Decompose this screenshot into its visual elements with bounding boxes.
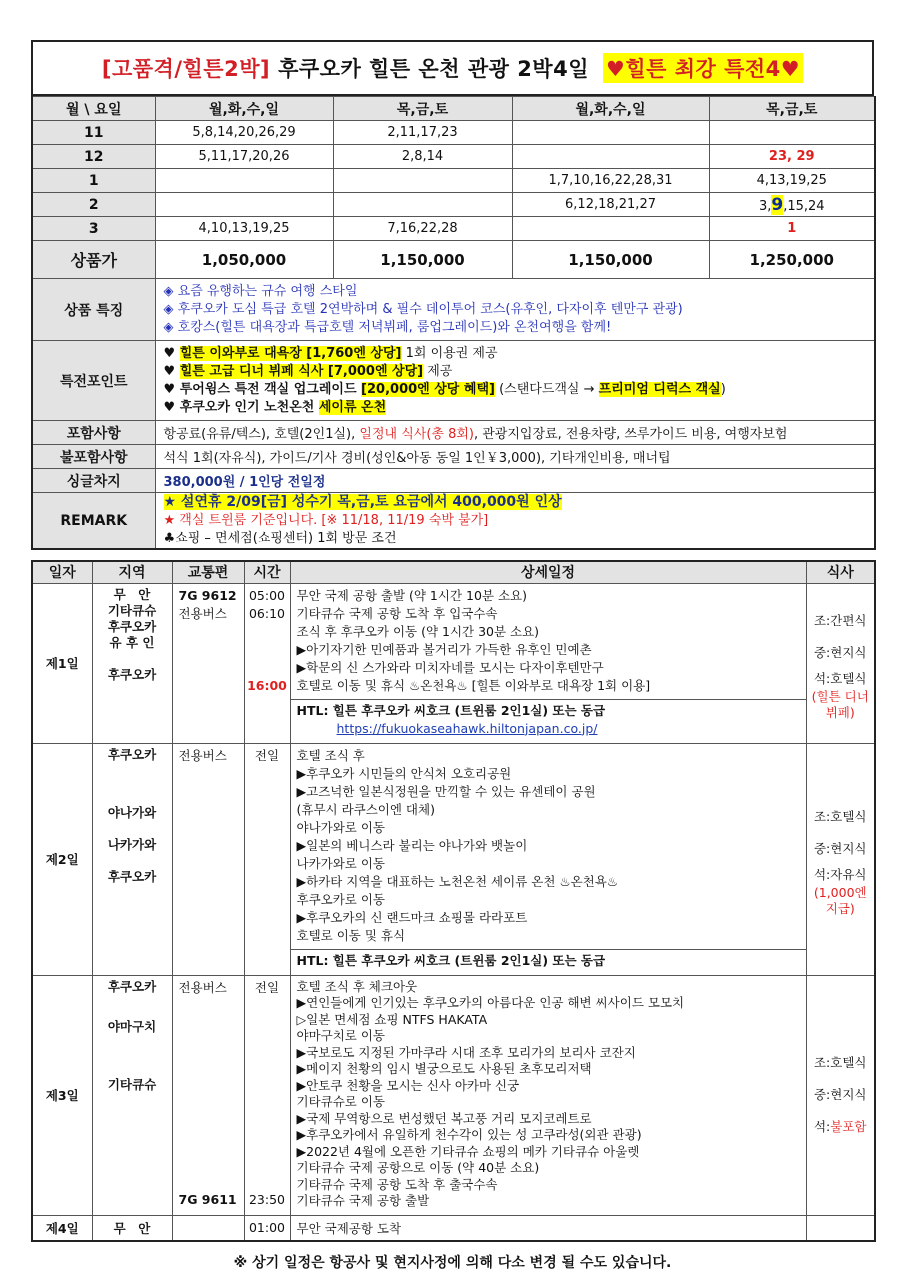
included-row	[32, 421, 875, 445]
month-cell: 12	[32, 145, 155, 169]
date-cell: 5,11,17,20,26	[155, 145, 333, 169]
day-label: 제2일	[32, 743, 92, 975]
calendar-row	[32, 145, 875, 169]
special-text: 제공	[423, 363, 453, 379]
footer-note: ※ 상기 일정은 항공사 및 현지사정에 의해 다소 변경 될 수도 있습니다.	[233, 1255, 672, 1271]
schedule-cell	[290, 743, 806, 975]
calendar-header-row	[32, 97, 875, 121]
schedule-line: 기타큐슈 국제 공항으로 이동 (약 40분 소요)	[296, 1160, 540, 1175]
schedule-line: ▷일본 면세점 쇼핑 NTFS HAKATA	[296, 1011, 488, 1027]
schedule-line: ▶고즈넉한 일본식정원을 만끽할 수 있는 유센테이 공원	[296, 783, 596, 799]
schedule-line: 야마구치로 이동	[296, 1028, 385, 1043]
month-cell: 1	[32, 169, 155, 193]
schedule-line: 기타큐슈로 이동	[296, 1094, 385, 1109]
special-highlight: 세이류 온천	[318, 399, 387, 415]
schedule-line: 후쿠오카로 이동	[296, 891, 385, 907]
region-cell	[92, 743, 172, 975]
single-cell: 380,000원 / 1인당 전일정	[155, 469, 875, 493]
region: 무 안	[113, 586, 151, 602]
day-row	[32, 1215, 875, 1241]
date-cell: 1	[709, 217, 875, 241]
transport-cell	[172, 1215, 244, 1241]
special-item	[164, 363, 875, 381]
meal: 석:호텔식	[813, 671, 867, 686]
meal: 중:현지식	[813, 841, 867, 856]
header-cell: 일자	[32, 561, 92, 583]
calendar-row	[32, 217, 875, 241]
date-cell	[155, 169, 333, 193]
special-highlight: 프리미엄 디럭스 객실	[598, 381, 721, 397]
feature-item: ◈ 호캉스(힐튼 대욕장과 특급호텔 저녁뷔페, 룸업그레이드)와 온천여행을 함께!	[163, 319, 612, 335]
price-cell: 1,150,000	[512, 241, 709, 279]
meal: 조:호텔식	[813, 1055, 867, 1070]
header-cell: 지역	[92, 561, 172, 583]
spacer	[99, 651, 166, 667]
region: 후쿠오카	[107, 978, 157, 994]
title-prefix: [고품격/힐튼2박]	[101, 57, 271, 81]
included-text: 항공료(유류/텍스), 호텔(2인1실),	[163, 427, 360, 442]
spacer	[99, 1035, 166, 1077]
date-text: ,15,24	[783, 198, 825, 214]
header-cell: 상세일정	[290, 561, 806, 583]
header-cell: 월,화,수,일	[155, 97, 333, 121]
schedule-line: 기타큐슈 국제 공항 도착 후 출국수속	[296, 1176, 498, 1192]
date-cell: 7,16,22,28	[333, 217, 512, 241]
special-text: 1회 이용권 제공	[401, 345, 498, 361]
heart-icon: ♥	[163, 363, 180, 379]
meal-cell	[806, 975, 875, 1215]
date-text: 3,	[758, 198, 772, 214]
time-cell	[244, 975, 290, 1215]
title-badge: ♥힐튼 최강 특전4♥	[603, 53, 803, 83]
special-highlight: 힐튼 이와부로 대욕장 [1,760엔 상당]	[179, 345, 402, 361]
special-highlight: [20,000엔 상당 혜택]	[361, 381, 495, 397]
date-cell	[155, 193, 333, 217]
time-cell	[244, 583, 290, 743]
schedule-line: ▶연인들에게 인기있는 후쿠오카의 아름다운 인공 해변 씨사이드 모모치	[296, 995, 685, 1010]
schedule-cell: 무안 국제공항 도착	[290, 1215, 806, 1241]
special-text: 후쿠오카 인기 노천온천	[179, 399, 319, 415]
time: 전일	[254, 747, 280, 763]
remark-item: ♣쇼핑 – 면세점(쇼핑센터) 1회 방문 조건	[163, 531, 397, 546]
special-text: (스탠다드객실 →	[494, 381, 599, 397]
remark-label: REMARK	[32, 493, 155, 550]
special-text: 투어윙스 특전 객실 업그레이드	[179, 381, 362, 397]
day-row	[32, 583, 875, 743]
remark-highlight: ★ 설연휴 2/09[금] 성수기 목,금,토 요금에서 400,000원 인상	[163, 494, 562, 510]
day-label: 제1일	[32, 583, 92, 743]
hotel-info	[291, 699, 806, 740]
header-cell: 식사	[806, 561, 875, 583]
region: 후쿠오카	[107, 666, 157, 682]
date-cell: 4,10,13,19,25	[155, 217, 333, 241]
date-cell	[512, 121, 709, 145]
calendar-row	[32, 121, 875, 145]
region: 후쿠오카	[107, 868, 157, 884]
schedule-line: 나카가와로 이동	[296, 855, 385, 871]
special-row	[32, 341, 875, 421]
calendar-row	[32, 193, 875, 217]
hotel-info	[291, 949, 806, 972]
region-cell	[92, 583, 172, 743]
page-title	[31, 40, 874, 96]
features-label: 상품 특징	[32, 279, 155, 341]
schedule-line: ▶후쿠오카의 신 랜드마크 쇼핑몰 라라포트	[296, 909, 528, 925]
date-cell: 2,11,17,23	[333, 121, 512, 145]
remark-row	[32, 493, 875, 550]
month-cell: 11	[32, 121, 155, 145]
transport: 전용버스	[178, 605, 227, 621]
date-cell: 2,8,14	[333, 145, 512, 169]
time: 05:00	[248, 587, 286, 603]
features-row	[32, 279, 875, 341]
meal-cell	[806, 743, 875, 975]
transport: 전용버스	[178, 747, 227, 763]
header-cell: 목,금,토	[333, 97, 512, 121]
header-cell: 시간	[244, 561, 290, 583]
schedule-line: ▶2022년 4월에 오픈한 기타큐슈 쇼핑의 메카 기타큐슈 아울렛	[296, 1143, 640, 1159]
excluded-row	[32, 445, 875, 469]
title-main: 후쿠오카 힐튼 온천 관광 2박4일	[278, 57, 589, 81]
included-cell	[155, 421, 875, 445]
schedule-line: 무안 국제 공항 출발 (약 1시간 10분 소요)	[296, 587, 527, 603]
special-highlight: 힐튼 고급 디너 뷔페 식사 [7,000엔 상당]	[179, 363, 424, 379]
meal: 중:현지식	[813, 645, 867, 660]
schedule-line: ▶일본의 베니스라 불리는 야나가와 뱃놀이	[296, 837, 528, 853]
schedule-line: ▶후쿠오카에서 유일하게 천수각이 있는 성 고쿠라성(외관 관광)	[296, 1127, 642, 1142]
date-cell	[512, 145, 709, 169]
day-row	[32, 975, 875, 1215]
meal	[807, 1111, 875, 1143]
spacer	[99, 995, 166, 1019]
region: 기타큐슈	[107, 1076, 157, 1092]
time-cell: 01:00	[244, 1215, 290, 1241]
heart-icon: ♥	[163, 345, 180, 361]
day-label: 제4일	[32, 1215, 92, 1241]
itinerary-table	[31, 560, 876, 1242]
schedule-line: ▶국보로도 지정된 가마쿠라 시대 조후 모리가의 보리사 코잔지	[296, 1044, 636, 1060]
time: 16:00	[247, 677, 287, 693]
features-cell	[155, 279, 875, 341]
special-cell	[155, 341, 875, 421]
hotel-link[interactable]: https://fukuokaseahawk.hiltonjapan.co.jp/	[336, 720, 598, 736]
date-cell: 23, 29	[709, 145, 875, 169]
region: 나카가와	[107, 836, 157, 852]
special-text: )	[720, 381, 726, 397]
date-cell	[333, 169, 512, 193]
schedule-line: 조식 후 후쿠오카 이동 (약 1시간 30분 소요)	[296, 623, 540, 639]
meal-cell	[806, 583, 875, 743]
remark-item: ★ 객실 트윈룸 기준입니다. [※ 11/18, 11/19 숙박 불가]	[163, 513, 489, 528]
date-cell	[709, 121, 875, 145]
time-cell	[244, 743, 290, 975]
header-cell: 월,화,수,일	[512, 97, 709, 121]
brochure	[31, 40, 874, 1272]
schedule-line: ▶후쿠오카 시민들의 안식처 오호리공원	[296, 765, 512, 781]
schedule-line: ▶안토쿠 천황을 모시는 신사 아카마 신궁	[296, 1077, 520, 1093]
price-cell: 1,050,000	[155, 241, 333, 279]
header-cell: 월 \ 요일	[32, 97, 155, 121]
meal-note: 불포함	[830, 1119, 867, 1134]
region-cell: 무 안	[92, 1215, 172, 1241]
region: 기타큐슈	[107, 602, 157, 618]
schedule-line: 호텔로 이동 및 휴식 ♨온천욕♨ [힐튼 이와부로 대욕장 1회 이용]	[296, 677, 651, 693]
header-cell: 교통편	[172, 561, 244, 583]
schedule-line: 호텔 조식 후 체크아웃	[296, 978, 418, 994]
time: 전일	[254, 979, 280, 995]
transport: 전용버스	[178, 979, 227, 995]
schedule-line: (휴무시 라쿠스이엔 대체)	[296, 801, 435, 817]
single-row	[32, 469, 875, 493]
month-cell: 2	[32, 193, 155, 217]
schedule-line: ▶학문의 신 스가와라 미치자네를 모시는 다자이후텐만구	[296, 659, 604, 675]
special-item	[164, 399, 875, 417]
schedule-line: 야나가와로 이동	[296, 819, 385, 835]
price-cell: 1,150,000	[333, 241, 512, 279]
included-label: 포함사항	[32, 421, 155, 445]
itinerary-header-row	[32, 561, 875, 583]
meal: 조:간편식	[813, 613, 867, 628]
schedule-line: ▶메이지 천황의 임시 별궁으로도 사용된 초후모리저택	[296, 1061, 592, 1076]
meal-cell	[806, 1215, 875, 1241]
time: 23:50	[248, 1191, 286, 1207]
meal: 중:현지식	[813, 1087, 867, 1102]
remark-cell	[155, 493, 875, 550]
price-row	[32, 241, 875, 279]
feature-item: ◈ 요즘 유행하는 규슈 여행 스타일	[163, 283, 358, 299]
meal-note: (힐튼 디너뷔페)	[811, 689, 869, 720]
meal-note: (1,000엔 지급)	[813, 885, 867, 916]
transport-cell	[172, 975, 244, 1215]
transport-cell	[172, 583, 244, 743]
heart-icon: ♥	[163, 381, 180, 397]
region-cell	[92, 975, 172, 1215]
schedule-line: ▶하카타 지역을 대표하는 노천온천 세이류 온천 ♨온천욕♨	[296, 873, 619, 889]
hotel-name: HTL: 힐튼 후쿠오카 씨호크 (트윈룸 2인1실) 또는 동급	[296, 952, 606, 968]
meal-label: 석:	[813, 1119, 831, 1134]
flight: 7G 9611	[178, 1191, 237, 1207]
excluded-label: 불포함사항	[32, 445, 155, 469]
included-text: , 관광지입장료, 전용차량, 쓰루가이드 비용, 여행자보험	[473, 427, 788, 442]
special-item	[164, 345, 875, 363]
schedule-line: 기타큐슈 국제 공항 도착 후 입국수속	[296, 605, 498, 621]
region: 야마구치	[107, 1018, 157, 1034]
remark-item	[164, 493, 875, 512]
meal: 석:자유식	[813, 867, 867, 882]
meal: 조:호텔식	[813, 809, 867, 824]
region: 후쿠오카	[107, 618, 157, 634]
calendar-row	[32, 169, 875, 193]
transport-cell	[172, 743, 244, 975]
spacer	[99, 821, 166, 837]
included-meals: 일정내 식사(총 8회)	[359, 427, 474, 442]
month-cell: 3	[32, 217, 155, 241]
feature-item: ◈ 후쿠오카 도심 특급 호텔 2연박하며 & 필수 데이투어 코스(유후인, 다자이후 텐만구 관광)	[163, 301, 683, 317]
heart-icon: ♥	[163, 399, 180, 415]
time: 06:10	[248, 605, 286, 621]
price-label: 상품가	[32, 241, 155, 279]
spacer	[99, 763, 166, 805]
schedule-line: 호텔 조식 후	[296, 747, 365, 763]
date-cell	[709, 193, 875, 217]
date-cell: 4,13,19,25	[709, 169, 875, 193]
schedule-line: 호텔로 이동 및 휴식	[296, 927, 406, 943]
hotel-name: HTL: 힐튼 후쿠오카 씨호크 (트윈룸 2인1실) 또는 동급	[296, 702, 606, 718]
region: 유 후 인	[109, 634, 155, 650]
schedule-cell	[290, 583, 806, 743]
schedule-cell	[290, 975, 806, 1215]
day-row	[32, 743, 875, 975]
date-cell	[512, 217, 709, 241]
special-label: 특전포인트	[32, 341, 155, 421]
region: 야나가와	[107, 804, 157, 820]
header-cell: 목,금,토	[709, 97, 875, 121]
date-cell: 6,12,18,21,27	[512, 193, 709, 217]
price-cell: 1,250,000	[709, 241, 875, 279]
flight: 7G 9612	[178, 587, 237, 603]
date-cell: 5,8,14,20,26,29	[155, 121, 333, 145]
single-label: 싱글차지	[32, 469, 155, 493]
date-cell: 1,7,10,16,22,28,31	[512, 169, 709, 193]
schedule-price-table	[31, 96, 876, 550]
schedule-line: ▶아기자기한 민예품과 볼거리가 가득한 유후인 민예촌	[296, 641, 592, 657]
day-label: 제3일	[32, 975, 92, 1215]
region: 후쿠오카	[107, 746, 157, 762]
date-cell	[333, 193, 512, 217]
spacer	[245, 623, 290, 677]
schedule-line: 기타큐슈 국제 공항 출발	[296, 1193, 430, 1208]
schedule-line: ▶국제 무역항으로 번성했던 복고풍 거리 모지코레트로	[296, 1110, 592, 1126]
highlighted-date: 9	[771, 194, 784, 215]
special-item	[164, 381, 875, 399]
excluded-cell: 석식 1회(자유식), 가이드/기사 경비(성인&아동 동일 1인￥3,000), 기타개인비용, 매너팁	[155, 445, 875, 469]
spacer	[99, 853, 166, 869]
